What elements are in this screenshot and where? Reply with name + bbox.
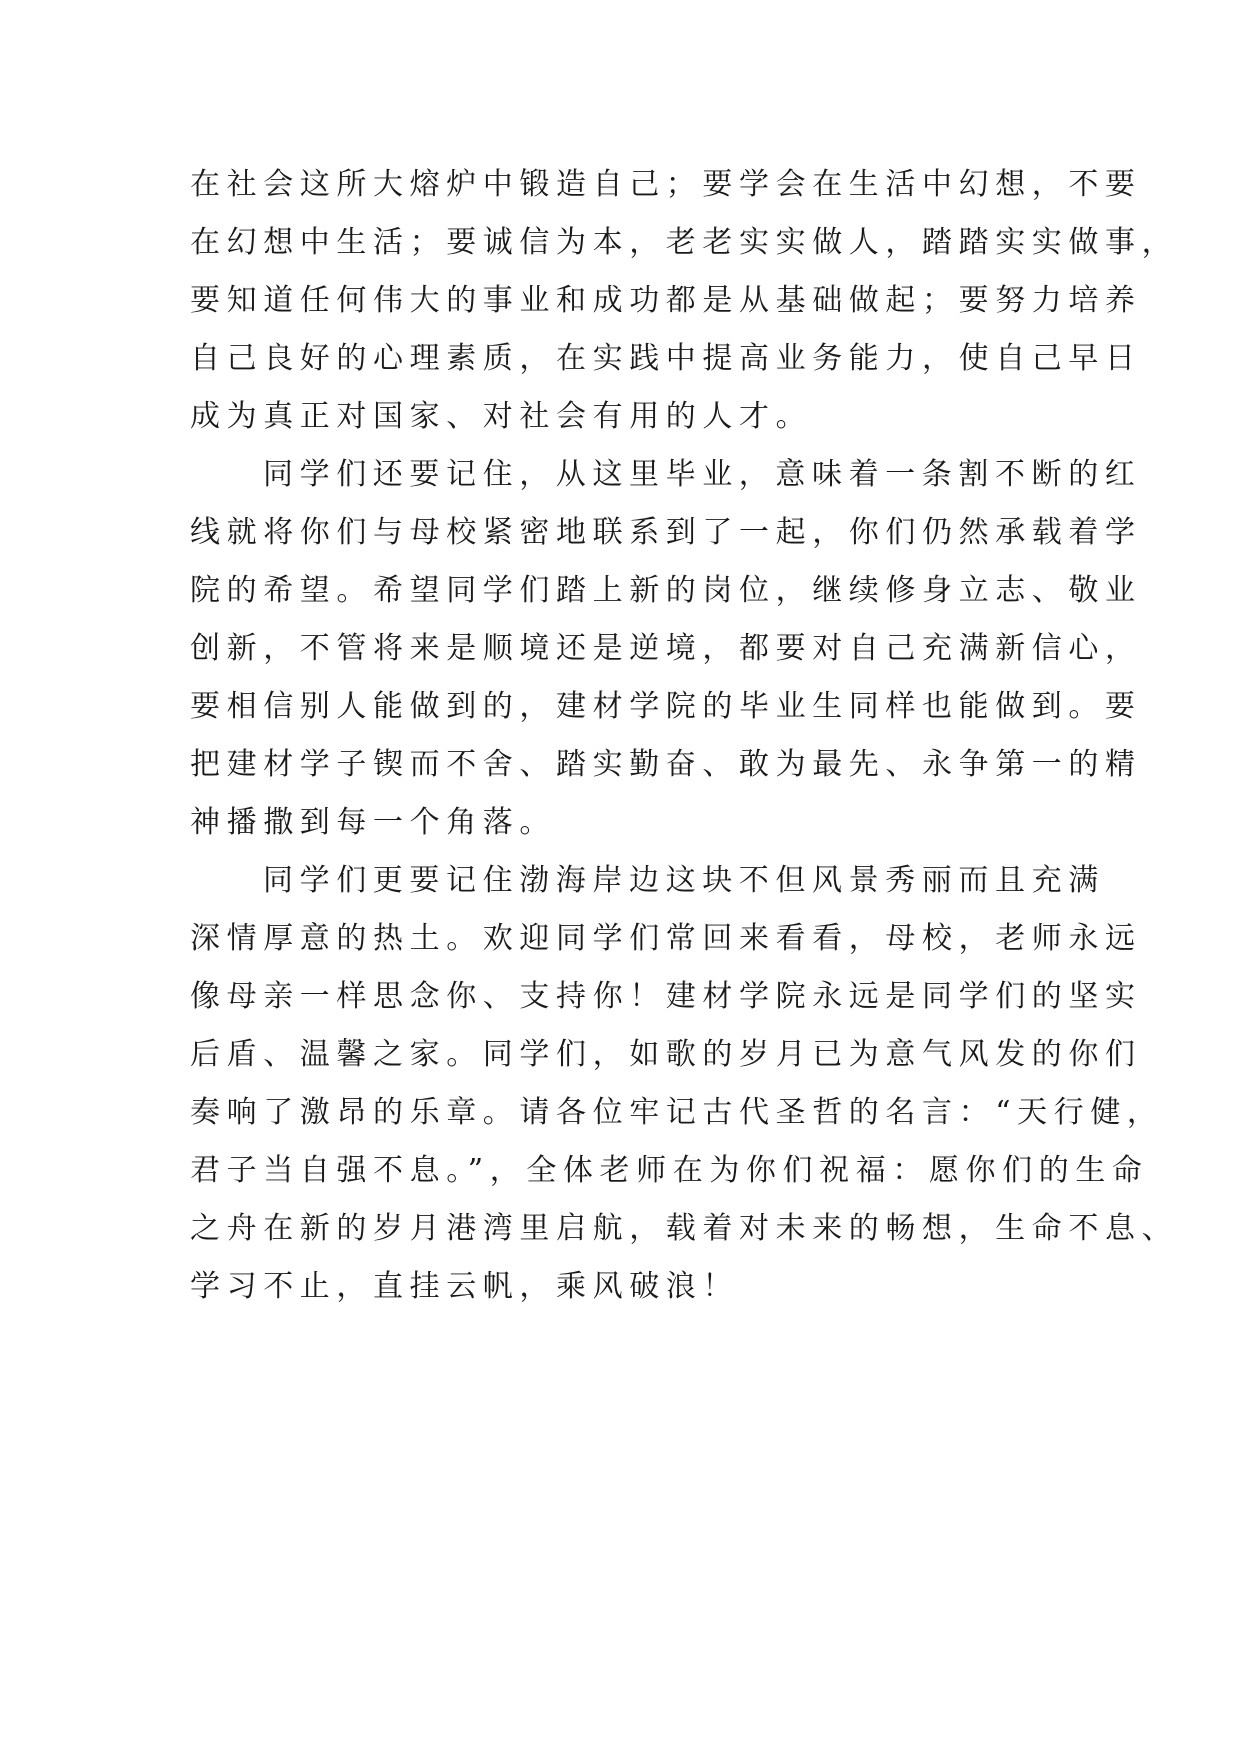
text-line: 之舟在新的岁月港湾里启航，载着对未来的畅想，生命不息、 bbox=[190, 1211, 1179, 1246]
text-line: 要相信别人能做到的，建材学院的毕业生同样也能做到。要 bbox=[190, 689, 1142, 724]
paragraph-1 bbox=[190, 156, 1179, 446]
text-line: 奏响了激昂的乐章。请各位牢记古代圣哲的名言：“天行健， bbox=[190, 1095, 1164, 1130]
text-line: 创新，不管将来是顺境还是逆境，都要对自己充满新信心， bbox=[190, 631, 1142, 666]
text-line: 神播撒到每一个角落。 bbox=[190, 805, 556, 840]
text-line: 在幻想中生活；要诚信为本，老老实实做人，踏踏实实做事， bbox=[190, 225, 1179, 260]
text-line: 学习不止，直挂云帆，乘风破浪！ bbox=[190, 1269, 739, 1304]
text-line: 同学们更要记住渤海岸边这块不但风景秀丽而且充满 bbox=[263, 863, 1105, 898]
text-line: 在社会这所大熔炉中锻造自己；要学会在生活中幻想，不要 bbox=[190, 167, 1142, 202]
text-line: 君子当自强不息。”，全体老师在为你们祝福：愿你们的生命 bbox=[190, 1153, 1149, 1188]
text-line: 把建材学子锲而不舍、踏实勤奋、敢为最先、永争第一的精 bbox=[190, 747, 1142, 782]
text-line: 深情厚意的热土。欢迎同学们常回来看看，母校，老师永远 bbox=[190, 921, 1142, 956]
text-line: 院的希望。希望同学们踏上新的岗位，继续修身立志、敬业 bbox=[190, 573, 1142, 608]
paragraph-2 bbox=[190, 446, 1142, 852]
text-line: 线就将你们与母校紧密地联系到了一起，你们仍然承载着学 bbox=[190, 515, 1142, 550]
text-line: 自己良好的心理素质，在实践中提高业务能力，使自己早日 bbox=[190, 341, 1142, 376]
text-line: 后盾、温馨之家。同学们，如歌的岁月已为意气风发的你们 bbox=[190, 1037, 1142, 1072]
text-line: 同学们还要记住，从这里毕业，意味着一条割不断的红 bbox=[263, 457, 1142, 492]
text-line: 要知道任何伟大的事业和成功都是从基础做起；要努力培养 bbox=[190, 283, 1142, 318]
paragraph-3 bbox=[190, 852, 1179, 1316]
text-line: 成为真正对国家、对社会有用的人才。 bbox=[190, 399, 813, 434]
text-line: 像母亲一样思念你、支持你！建材学院永远是同学们的坚实 bbox=[190, 979, 1142, 1014]
document-body bbox=[190, 156, 1179, 1316]
